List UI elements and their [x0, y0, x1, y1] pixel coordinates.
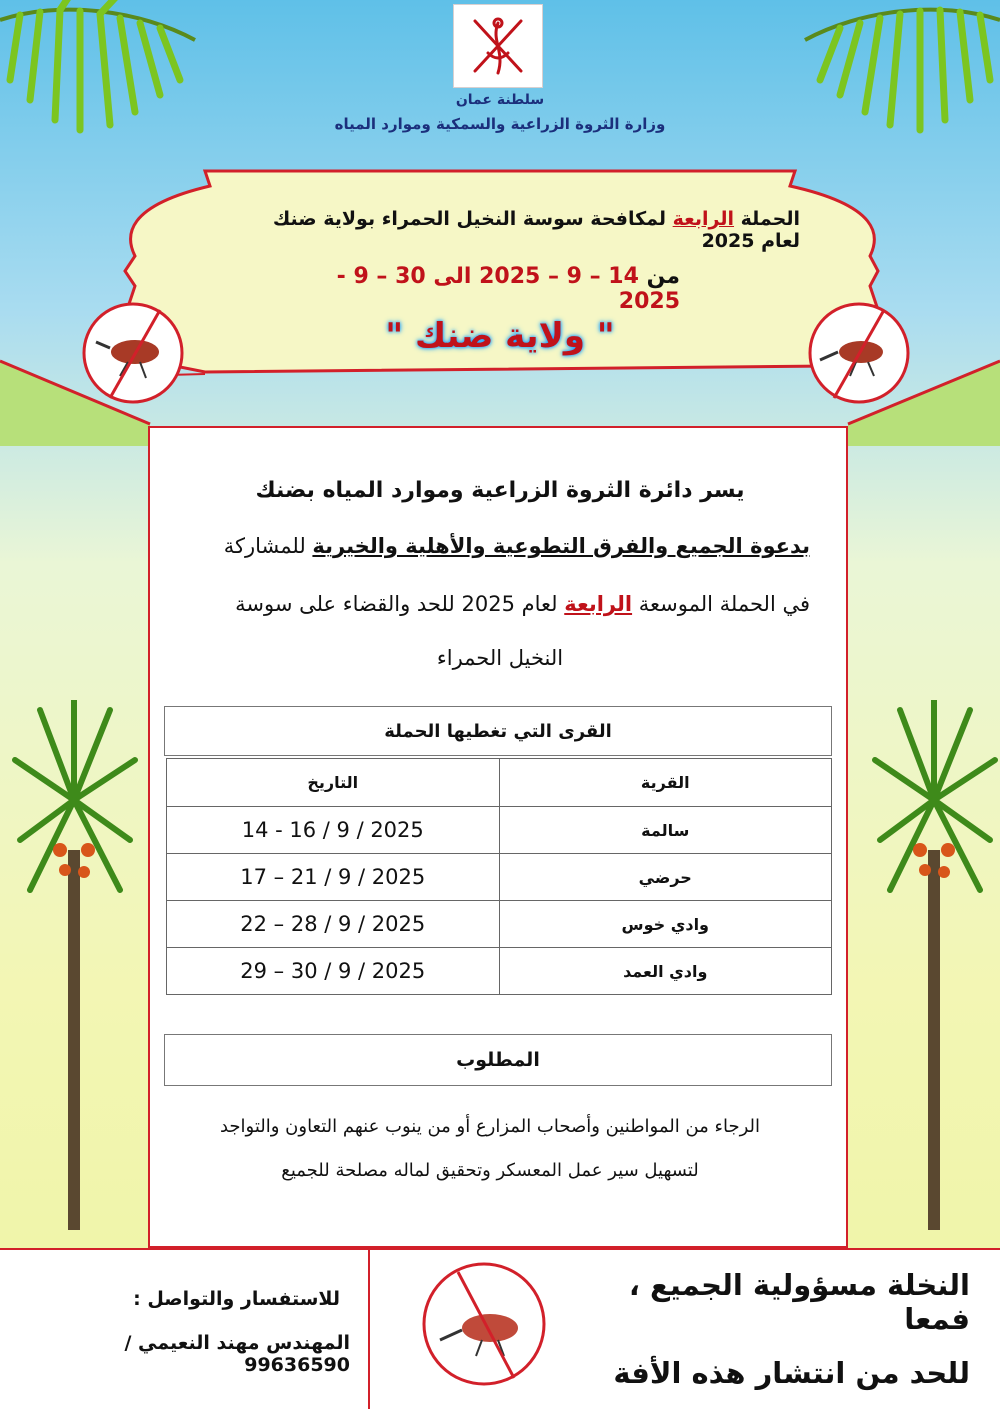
required-line-1: الرجاء من المواطنين وأصحاب المزارع أو من ينوب عنهم التعاون والتواجد: [219, 1116, 761, 1137]
sultanate-name: سلطنة عمان: [455, 92, 545, 108]
villages-table-title: القرى التي تغطيها الحملة: [164, 706, 832, 756]
contact-phone[interactable]: 99636590: [244, 1354, 350, 1376]
column-header-date: التاريخ: [167, 759, 500, 807]
palm-leaf-icon-left: [0, 0, 200, 150]
palm-leaf-icon-right: [800, 0, 1000, 150]
table-header-row: [167, 759, 832, 807]
required-line-2: لتسهيل سير عمل المعسكر وتحقيق لماله مصلحة للجميع: [281, 1160, 699, 1181]
palm-tree-icon-left: [10, 700, 140, 1230]
wilaya-name: " ولاية ضنك ": [385, 316, 615, 356]
contact-label: للاستفسار والتواصل :: [133, 1288, 340, 1310]
table-row: [167, 854, 832, 901]
campaign-number-highlight: الرابعة: [672, 208, 735, 230]
slogan-line-2: للحد من انتشار هذه الأفة: [613, 1356, 970, 1390]
village-name: حرضي: [499, 854, 832, 901]
table-row: [167, 807, 832, 854]
villages-table: [166, 758, 832, 995]
village-date: 22 – 28 / 9 / 2025: [167, 901, 500, 948]
village-date: 29 – 30 / 9 / 2025: [167, 948, 500, 995]
village-date: 14 - 16 / 9 / 2025: [167, 807, 500, 854]
contact-name: المهندس مهند النعيمي /: [124, 1332, 350, 1354]
contact-info: [20, 1332, 350, 1376]
no-weevil-icon-left: [80, 300, 186, 406]
intro-line-2: بدعوة الجميع والفرق التطوعية والأهلية والخيرية للمشاركة: [223, 534, 810, 558]
intro-line-4: النخيل الحمراء: [436, 646, 564, 670]
column-header-village: القرية: [499, 759, 832, 807]
campaign-number-highlight-2: الرابعة: [564, 592, 633, 616]
village-date: 17 – 21 / 9 / 2025: [167, 854, 500, 901]
village-name: سالمة: [499, 807, 832, 854]
village-name: وادي العمد: [499, 948, 832, 995]
intro-line-1: يسر دائرة الثروة الزراعية وموارد المياه بضنك: [255, 478, 745, 503]
required-title: المطلوب: [164, 1034, 832, 1086]
village-name: وادي خوس: [499, 901, 832, 948]
no-weevil-icon-right: [806, 300, 912, 406]
campaign-title: الحملة الرابعة لمكافحة سوسة النخيل الحمراء بولاية ضنك لعام 2025: [272, 208, 800, 252]
slogan-line-1: النخلة مسؤولية الجميع ، فمعا: [628, 1268, 970, 1336]
campaign-dates: من 14 – 9 – 2025 الى 30 – 9 - 2025: [336, 264, 680, 314]
no-weevil-icon-footer: [418, 1258, 550, 1390]
ministry-name: وزارة الثروة الزراعية والسمكية وموارد المياه: [334, 115, 666, 133]
oman-emblem-icon: [463, 11, 533, 81]
table-row: [167, 901, 832, 948]
palm-tree-icon-right: [870, 700, 1000, 1230]
oman-emblem: [453, 4, 543, 88]
footer-divider: [368, 1248, 370, 1409]
intro-line-3: في الحملة الموسعة الرابعة لعام 2025 للحد والقضاء على سوسة: [235, 592, 810, 616]
table-row: [167, 948, 832, 995]
